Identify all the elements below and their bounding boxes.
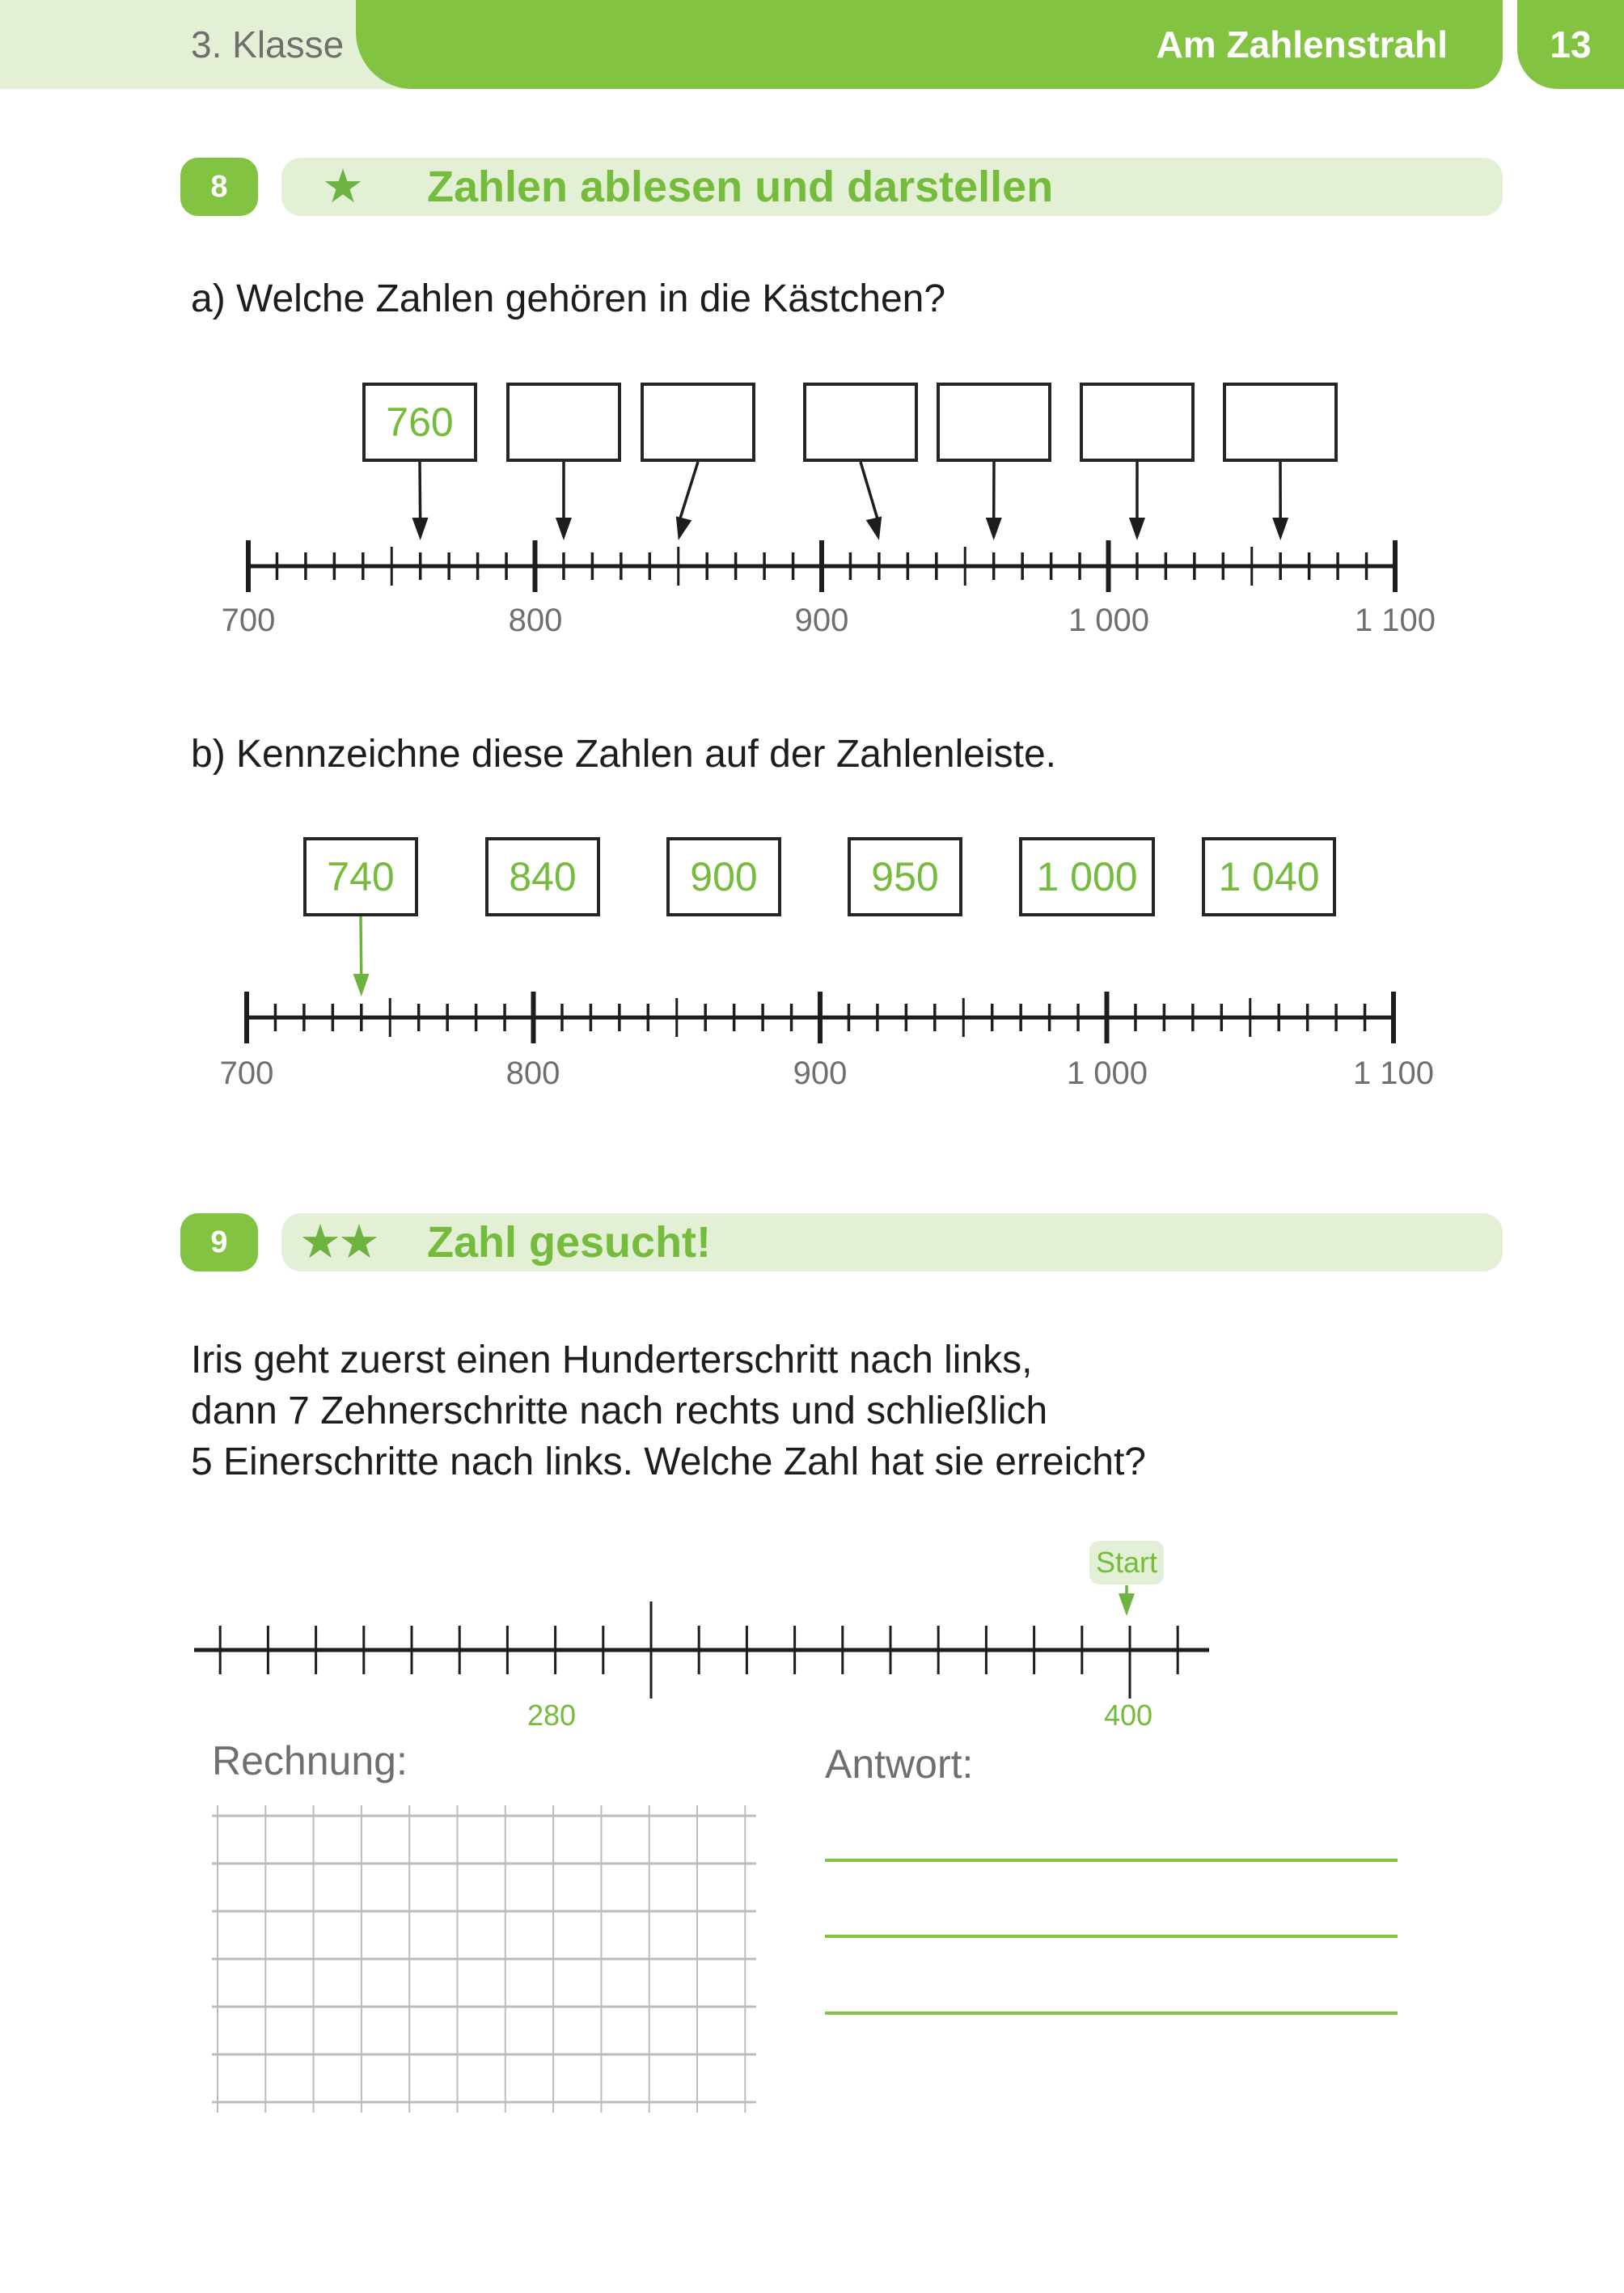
number-box: 740: [303, 837, 418, 916]
axis-label: 900: [794, 603, 849, 638]
two-stars-icon: ★★: [299, 1216, 377, 1268]
exercise-8-badge: 8: [180, 158, 258, 216]
axis-label: 700: [219, 1056, 274, 1091]
text-line: dann 7 Zehnerschritte nach rechts und schließlich: [191, 1390, 1048, 1432]
grade-label: 3. Klasse: [191, 23, 345, 66]
axis-label: 1 100: [1352, 1056, 1435, 1091]
axis-label: 700: [221, 603, 276, 638]
answer-line[interactable]: [825, 1859, 1398, 1862]
number-box: 950: [848, 837, 962, 916]
exercise-8-title: Zahlen ablesen und darstellen: [427, 163, 1054, 211]
start-badge: Start: [1089, 1541, 1164, 1584]
number-box: 1 040: [1202, 837, 1336, 916]
answer-box[interactable]: 760: [362, 383, 477, 462]
answer-line[interactable]: [825, 1935, 1398, 1938]
exercise-9-badge: 9: [180, 1213, 258, 1271]
star-icon: ★: [322, 160, 364, 213]
page-number: 13: [1550, 23, 1592, 66]
answer-line[interactable]: [825, 2012, 1398, 2015]
axis-label: 800: [505, 1056, 560, 1091]
axis-label: 1 000: [1066, 1056, 1148, 1091]
axis-label: 1 000: [1068, 603, 1150, 638]
text-line: Iris geht zuerst einen Hunderterschritt nach links,: [191, 1339, 1033, 1381]
exercise-9-title: Zahl gesucht!: [427, 1218, 712, 1267]
axis-label-400: 400: [1103, 1699, 1153, 1732]
number-box: 840: [485, 837, 600, 916]
text-line: 5 Einerschritte nach links. Welche Zahl hat sie erreicht?: [191, 1441, 1146, 1483]
axis-label-280: 280: [527, 1699, 577, 1732]
axis-label: 800: [508, 603, 563, 638]
axis-label: 900: [793, 1056, 848, 1091]
answer-label: Antwort:: [825, 1741, 974, 1787]
part-a-prompt: a) Welche Zahlen gehören in die Kästchen?: [191, 277, 946, 320]
number-box: 900: [666, 837, 781, 916]
number-box: 1 000: [1019, 837, 1155, 916]
chapter-title: Am Zahlenstrahl: [1156, 23, 1448, 66]
axis-label: 1 100: [1354, 603, 1436, 638]
calculation-label: Rechnung:: [212, 1738, 408, 1783]
part-b-prompt: b) Kennzeichne diese Zahlen auf der Zahlenleiste.: [191, 733, 1057, 776]
